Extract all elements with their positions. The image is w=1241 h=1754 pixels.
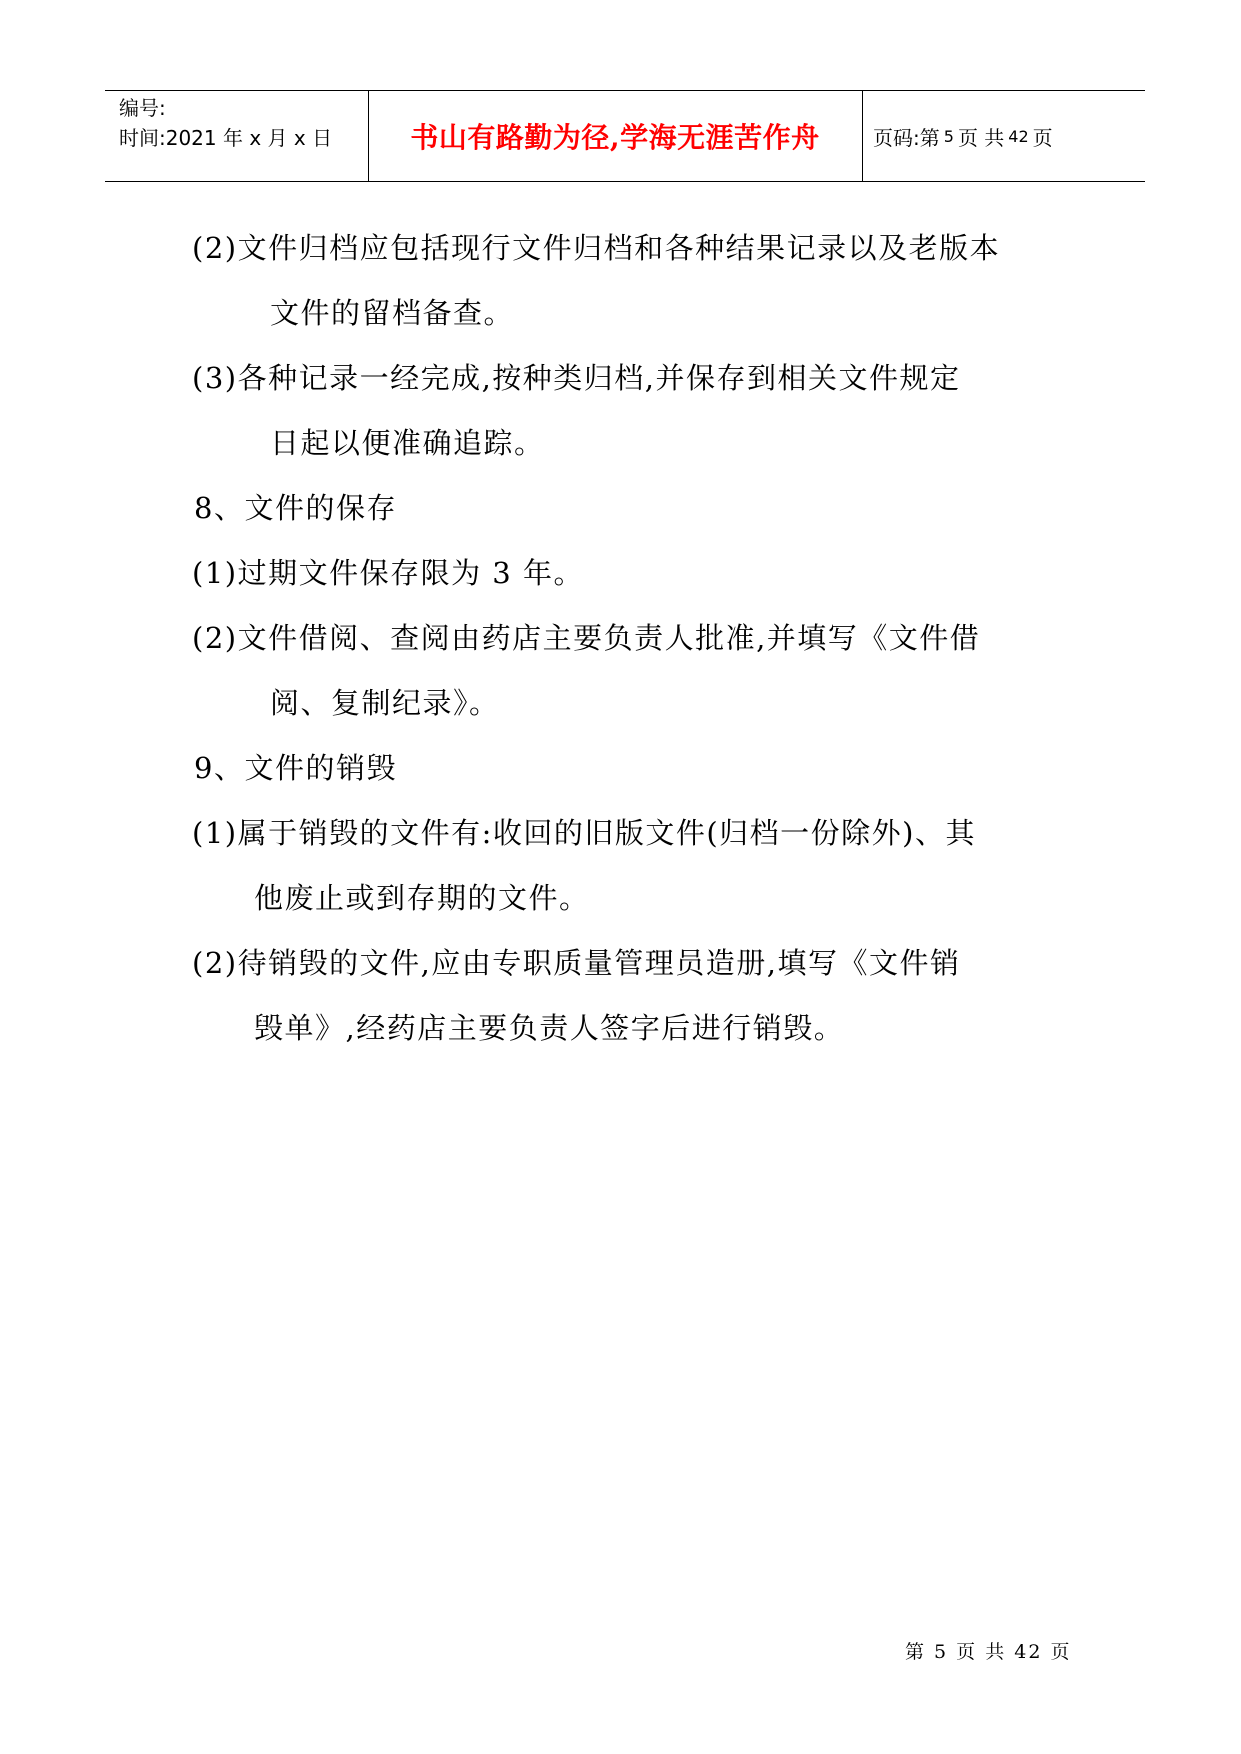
page-suffix: 页 (1032, 125, 1053, 150)
paragraph-line: (2)文件借阅、查阅由药店主要负责人批准,并填写《文件借 (192, 621, 981, 655)
header-meta (119, 93, 332, 153)
section-heading: 9、文件的销毁 (194, 751, 397, 785)
header-motto: 书山有路勤为径,学海无涯苦作舟 (410, 121, 820, 154)
header-divider-right (862, 91, 863, 181)
paragraph-line: (3)各种记录一经完成,按种类归档,并保存到相关文件规定 (192, 361, 961, 395)
page-current: 5 (943, 126, 954, 146)
paragraph-line: 毁单》,经药店主要负责人签字后进行销毁。 (254, 1011, 845, 1045)
section-heading: 8、文件的保存 (194, 491, 397, 525)
document-header (105, 90, 1145, 182)
paragraph-line: 文件的留档备查。 (270, 296, 515, 330)
page-mid: 页 共 (957, 125, 1005, 150)
header-page-indicator (873, 91, 1053, 181)
document-time-label: 时间:2021 年 x 月 x 日 (119, 126, 333, 150)
page-footer: 第 5 页 共 42 页 (905, 1641, 1072, 1663)
paragraph-line: (2)待销毁的文件,应由专职质量管理员造册,填写《文件销 (192, 946, 961, 980)
paragraph-line: (1)过期文件保存限为 3 年。 (192, 556, 584, 590)
paragraph-line: 日起以便准确追踪。 (270, 426, 545, 460)
page-prefix: 页码:第 (873, 125, 940, 150)
document-number-label: 编号: (119, 96, 166, 120)
paragraph-line: 他废止或到存期的文件。 (254, 881, 590, 915)
page-total: 42 (1008, 126, 1029, 146)
paragraph-line: (2)文件归档应包括现行文件归档和各种结果记录以及老版本 (192, 231, 1001, 265)
paragraph-line: 阅、复制纪录》。 (270, 686, 500, 720)
paragraph-line: (1)属于销毁的文件有:收回的旧版文件(归档一份除外)、其 (192, 816, 976, 850)
document-body (192, 216, 1072, 1061)
